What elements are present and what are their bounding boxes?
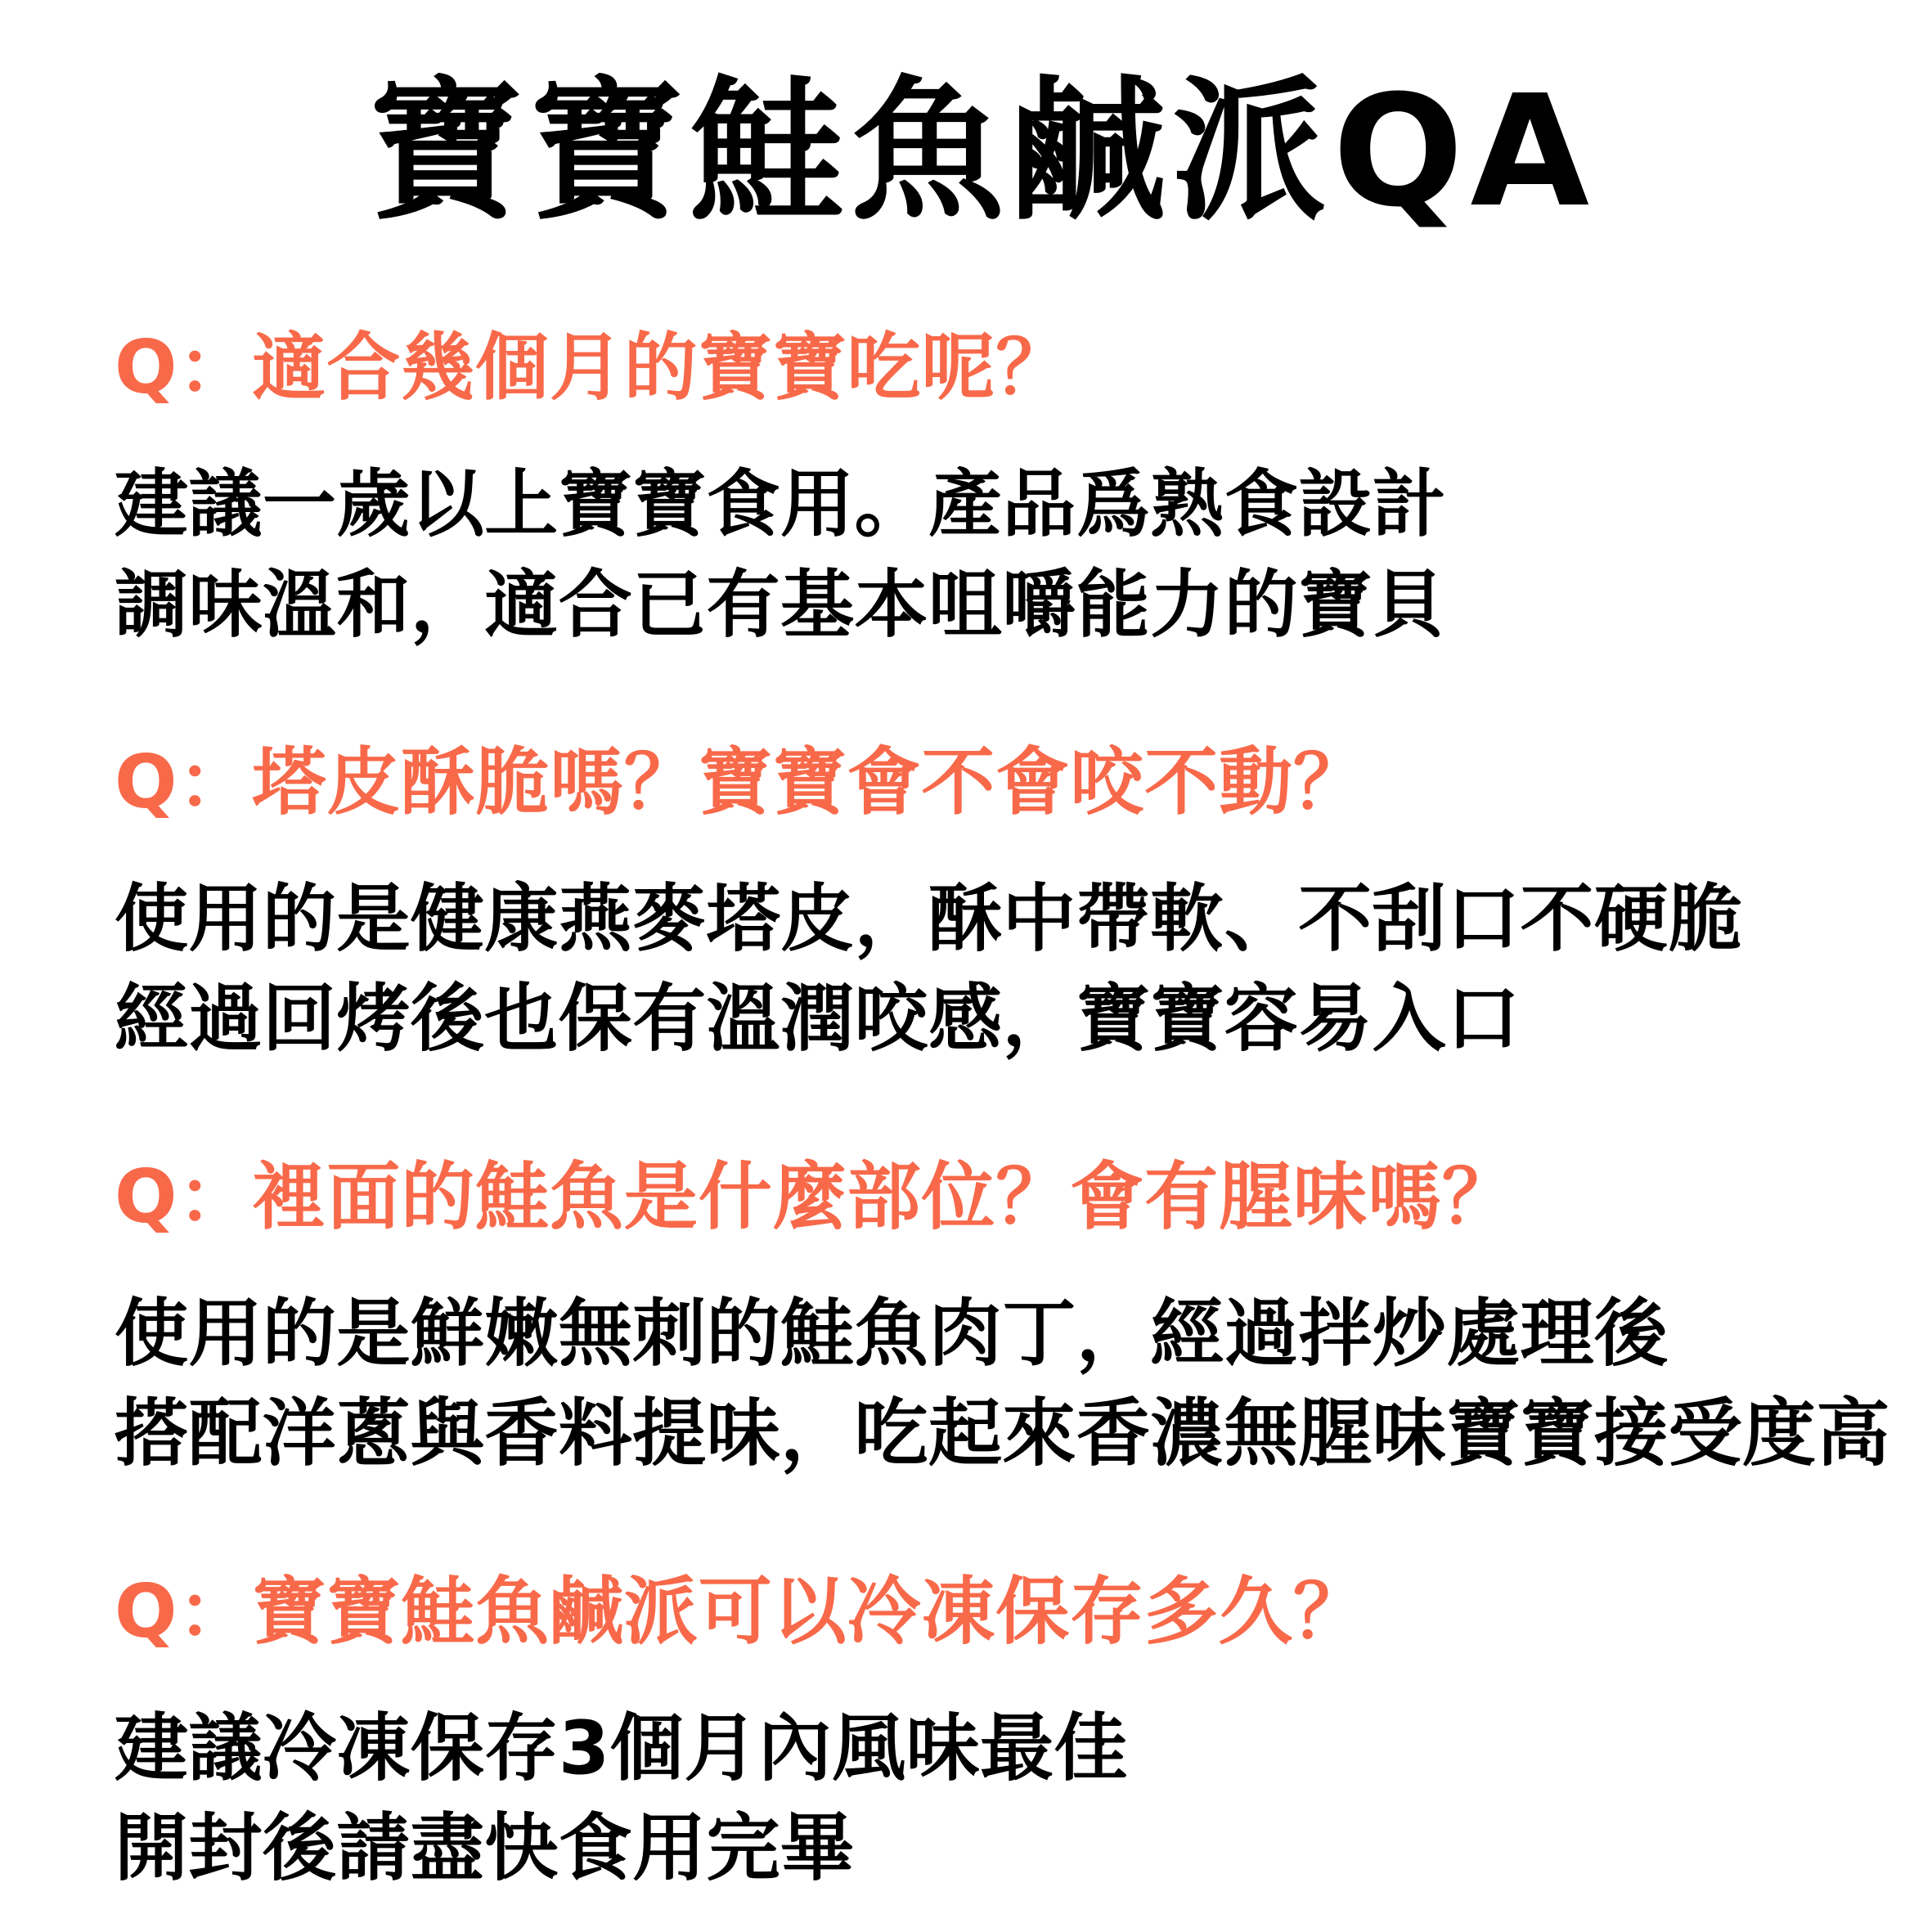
- answer-line: 使用的是鮮嫩無刺的鮭魚肉丁，經過拌炒處理後: [115, 1290, 1669, 1377]
- answer-line: 建議一歲以上寶寶食用。產品爲熟食設計: [115, 461, 1447, 548]
- answer-line: 開封後請盡快食用完畢: [115, 1804, 855, 1891]
- answer-line: 建議冷凍保存3個月內風味最佳: [115, 1705, 1128, 1791]
- qa-item-2: [115, 739, 1850, 1070]
- answer-line: 搭配洋蔥與香料提味，吃起來香濃無腥味寶寶接受度高: [115, 1391, 1890, 1477]
- question-text: Q：塔皮酥脆嗎？寶寶會不會咬不動？: [115, 739, 1368, 825]
- question-text: Q：寶寶鮭魚鹹派可以冷凍保存多久？: [115, 1568, 1368, 1655]
- qa-item-3: [115, 1153, 1890, 1485]
- page-title: 寶寶鮭魚鹹派QA: [368, 62, 1597, 241]
- answer-line: 使用的是健康燕麥塔皮，酥中帶軟、不刮口不硬脆: [115, 875, 1742, 962]
- qa-item-4: [115, 1568, 1850, 1899]
- question-text: Q：適合幾個月的寶寶吃呢？: [115, 325, 1071, 411]
- qa-item-1: [115, 324, 1850, 655]
- answer-line: 調味溫和，適合已有基本咀嚼能力的寶貝: [115, 561, 1447, 648]
- answer-line: 經過回烤後也保有溫潤咬感，寶寶容易入口: [115, 976, 1521, 1063]
- question-text: Q：裡面的鮭魚是什麼部位？會有腥味嗎？: [115, 1153, 1516, 1240]
